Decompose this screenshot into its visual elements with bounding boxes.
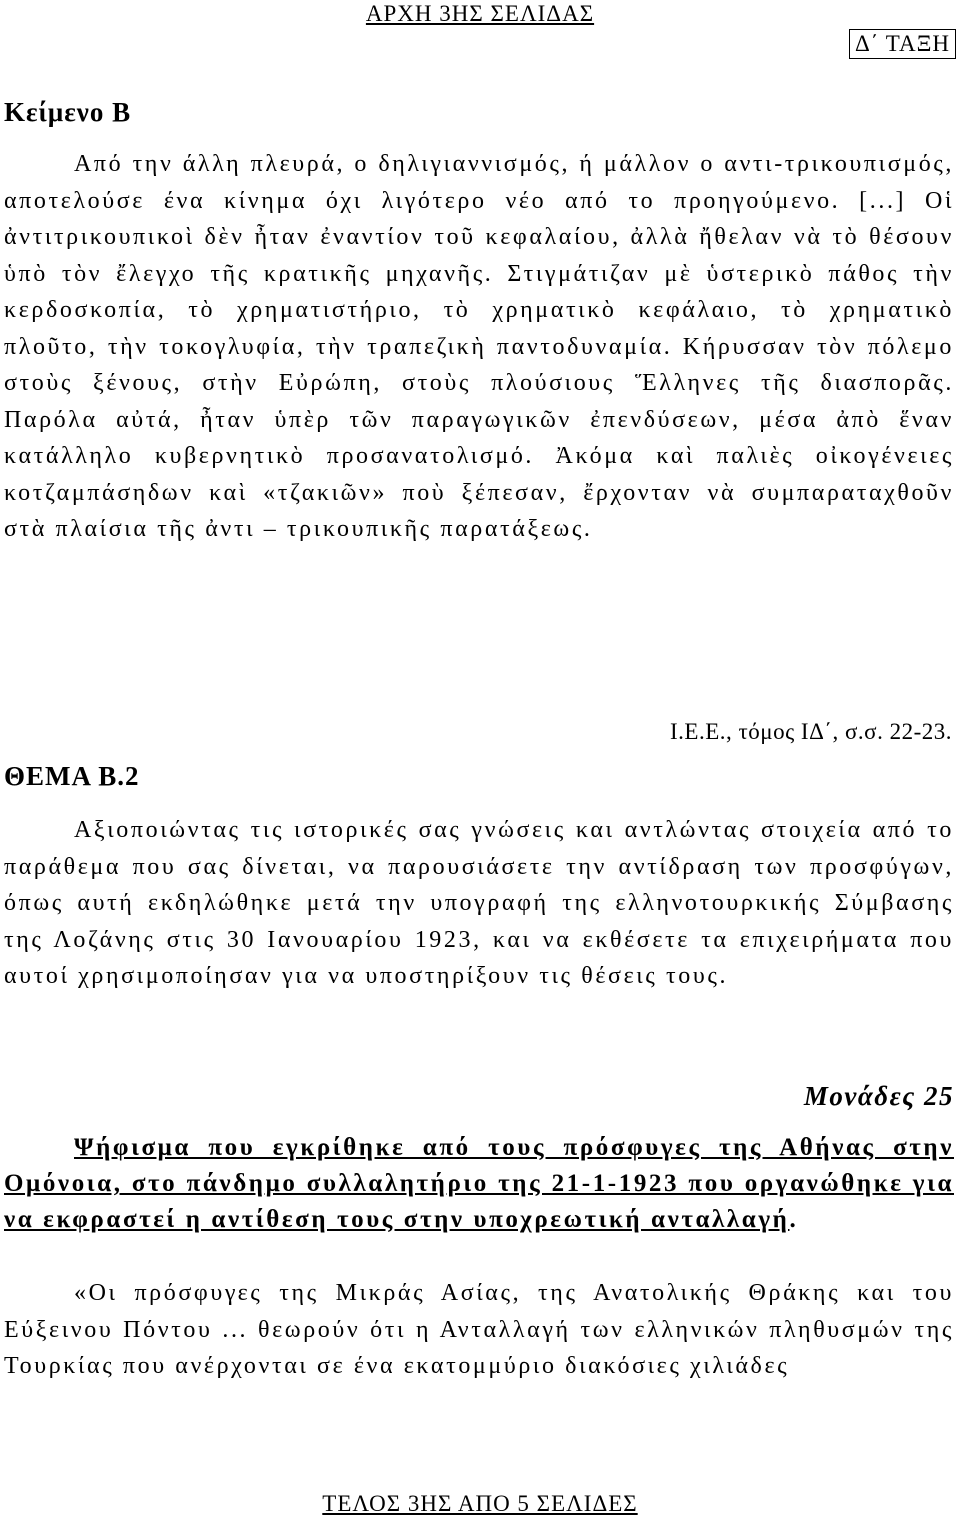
page-end-marker: [0, 1490, 960, 1518]
text-b-body: Από την άλλη πλευρά, ο δηλιγιαννισμός, ή μάλλον ο αντι-τρικουπισμός, αποτελούσε ένα κίνημα όχι λιγότερο νέο από το προηγούμενο. [...] Οἱ ἀντιτρικουπικοὶ δὲν ἦταν ἐναντίον τοῦ κεφαλαίου, ἀλλὰ ἤθελαν νὰ τὸ θέσουν ὑπὸ τὸν ἔλεγχο τῆς κρατικῆς μηχανῆς. Στιγμάτιζαν μὲ ὑστερικὸ πάθος τὴν κερδοσκοπία, τὸ χρηματιστήριο, τὸ χρηματικὸ κεφάλαιο, τὸ χρηματικὸ πλοῦτο, τὴν τοκογλυφία, τὴν τραπεζικὴ παντοδυναμία. Κήρυσσαν τὸν πόλεμο στοὺς ξένους, στὴν Εὐρώπη, στοὺς πλούσιους Ἕλληνες τῆς διασπορᾶς. Παρόλα αὐτά, ἦταν ὑπὲρ τῶν παραγωγικῶν ἐπενδύσεων, μέσα ἀπὸ ἕναν κατάλληλο κυβερνητικὸ προσανατολισμό. Ἀκόμα καὶ παλιὲς οἰκογένειες κοτζαμπάσηδων καὶ «τζακιῶν» ποὺ ξέπεσαν, ἔρχονταν νὰ συμπαραταχθοῦν στὰ πλαίσια τῆς ἀντι – τρικουπικῆς παρατάξεως.: [4, 151, 954, 542]
text-b-heading: Κείμενο Β: [4, 97, 132, 127]
page-end-text: ΤΕΛΟΣ 3ΗΣ ΑΠΟ 5 ΣΕΛΙΔΕΣ: [322, 1491, 638, 1516]
text-b-citation: Ι.Ε.Ε., τόμος ΙΔ΄, σ.σ. 22-23.: [669, 719, 952, 744]
question-score: Μονάδες 25: [803, 1081, 954, 1111]
page-start-text: ΑΡΧΗ 3ΗΣ ΣΕΛΙΔΑΣ: [365, 1, 595, 26]
grade-box: Δ΄ ΤΑΞΗ: [849, 29, 956, 59]
page-start-marker: [0, 0, 960, 28]
resolution-title-text: Ψήφισμα που εγκρίθηκε από τους πρόσφυγες της Αθήνας στην Ομόνοια, στο πάνδημο συλλαλητήριο της 21-1-1923 που οργανώθηκε για να εκφραστεί η αντίθεση τους στην υποχρεωτική ανταλλαγή: [4, 1134, 954, 1233]
question-body: Αξιοποιώντας τις ιστορικές σας γνώσεις και αντλώντας στοιχεία από το παράθεμα που σας δίνεται, να παρουσιάσετε την αντίδραση των προσφύγων, όπως αυτή εκδηλώθηκε μετά την υπογραφή της ελληνοτουρκικής Σύμβασης της Λοζάνης στις 30 Ιανουαρίου 1923, και να εκθέσετε τα επιχειρήματα που αυτοί χρησιμοποίησαν για να υποστηρίξουν τις θέσεις τους.: [4, 817, 954, 989]
resolution-title: [4, 1130, 954, 1238]
question-heading: ΘΕΜΑ Β.2: [4, 761, 140, 791]
resolution-body: «Οι πρόσφυγες της Μικράς Ασίας, της Ανατολικής Θράκης και του Εύξεινου Πόντου ... θεωρούν ότι η Ανταλλαγή των ελληνικών πληθυσμών της Τουρκίας που ανέρχονται σε ένα εκατομμύριο διακόσιες χιλιάδες: [4, 1280, 954, 1379]
resolution-title-end: .: [789, 1206, 799, 1233]
